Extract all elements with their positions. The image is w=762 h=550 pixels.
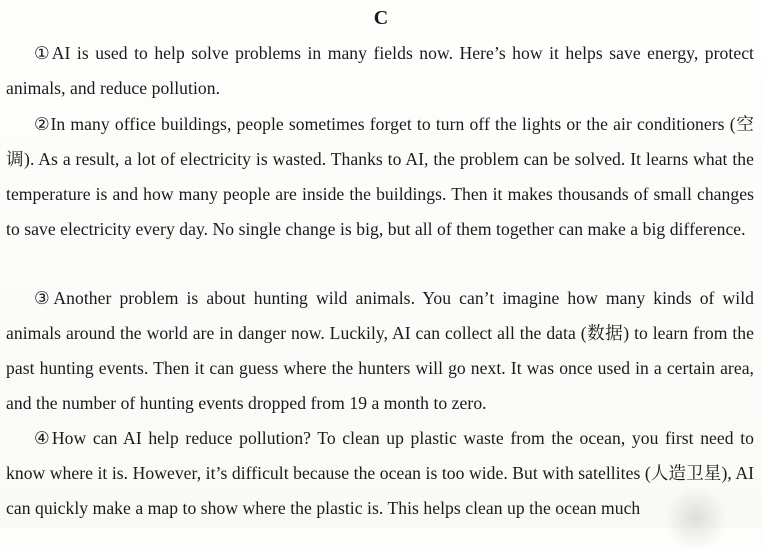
section-title: C [373,7,389,29]
paragraph-2-marker: ② [34,114,51,134]
paragraph-3-marker: ③ [34,288,54,308]
paragraph-2-text: In many office buildings, people sometimes forget to turn off the lights or the air conditioners (空调). As a result, a lot of electricity is wasted. Thanks to AI, the problem can be solved. It learns what the temperature is and how many people are inside the buildings. Then it makes thousands of small changes to save electricity every day. No single change is big, but all of them together can make a big difference. [6,114,754,239]
paragraph-4 [6,421,754,526]
paragraph-3-text: Another problem is about hunting wild animals. You can’t imagine how many kinds of wild animals around the world are in danger now. Luckily, AI can collect all the data (数据) to learn from the past hunting events. Then it can guess where the hunters will go next. It was once used in a certain area, and the number of hunting events dropped from 19 a month to zero. [6,288,754,413]
paragraph-4-marker: ④ [34,428,52,448]
paragraph-1-text: AI is used to help solve problems in many fields now. Here’s how it helps save energy, protect animals, and reduce pollution. [6,43,754,98]
paragraph-3 [6,281,754,421]
paragraph-1 [6,36,754,106]
paragraph-1-marker: ① [34,43,52,63]
paragraph-2 [6,107,754,247]
scan-smudge [664,486,728,550]
paragraph-4-text: How can AI help reduce pollution? To clean up plastic waste from the ocean, you first need to know where it is. However, it’s difficult because the ocean is too wide. But with satellites (人造卫星), AI can quickly make a map to show where the plastic is. This helps clean up the ocean much [6,428,754,518]
